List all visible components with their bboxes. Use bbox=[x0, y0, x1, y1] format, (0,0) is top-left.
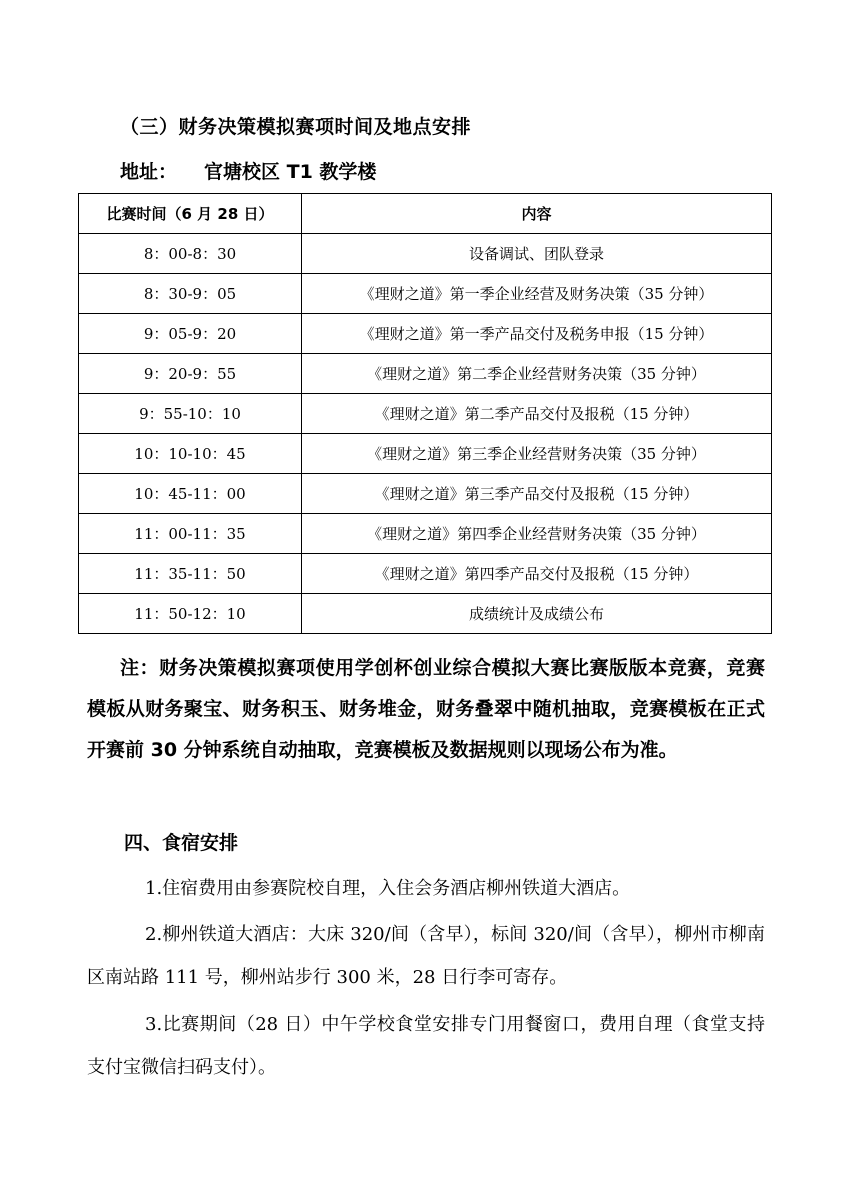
section-heading-3: （三）财务决策模拟赛项时间及地点安排 bbox=[120, 116, 472, 138]
address-value: 官塘校区 T1 教学楼 bbox=[204, 161, 377, 183]
venue-address bbox=[120, 157, 376, 184]
time-cell: 9：55-10：10 bbox=[79, 394, 302, 434]
accommodation-paragraph-2: 2.柳州铁道大酒店：大床 320/间（含早），标间 320/间（含早），柳州市柳南区南站路 111 号，柳州站步行 300 米，28 日行李可寄存。 bbox=[87, 924, 765, 988]
time-cell: 10：45-11：00 bbox=[79, 474, 302, 514]
content-cell: 《理财之道》第二季企业经营财务决策（35 分钟） bbox=[302, 354, 772, 394]
table-row bbox=[79, 354, 772, 394]
schedule-table bbox=[78, 193, 772, 634]
column-header-content: 内容 bbox=[302, 194, 772, 234]
content-cell: 《理财之道》第三季企业经营财务决策（35 分钟） bbox=[302, 434, 772, 474]
content-cell: 《理财之道》第四季产品交付及报税（15 分钟） bbox=[302, 554, 772, 594]
time-cell: 9：20-9：55 bbox=[79, 354, 302, 394]
table-header-row bbox=[79, 194, 772, 234]
table-row bbox=[79, 274, 772, 314]
table-row bbox=[79, 314, 772, 354]
time-cell: 9：05-9：20 bbox=[79, 314, 302, 354]
table-row bbox=[79, 554, 772, 594]
time-cell: 11：00-11：35 bbox=[79, 514, 302, 554]
content-cell: 成绩统计及成绩公布 bbox=[302, 594, 772, 634]
table-row bbox=[79, 594, 772, 634]
time-cell: 11：50-12：10 bbox=[79, 594, 302, 634]
content-cell: 《理财之道》第二季产品交付及报税（15 分钟） bbox=[302, 394, 772, 434]
time-cell: 8：30-9：05 bbox=[79, 274, 302, 314]
address-label: 地址： bbox=[120, 161, 178, 183]
competition-note: 注：财务决策模拟赛项使用学创杯创业综合模拟大赛比赛版版本竞赛，竞赛模板从财务聚宝、财务积玉、财务堆金，财务叠翠中随机抽取，竞赛模板在正式开赛前 30 分钟系统自动抽取，竞赛模板及数据规则以现场公布为准。 bbox=[87, 657, 765, 761]
content-cell: 《理财之道》第一季企业经营及财务决策（35 分钟） bbox=[302, 274, 772, 314]
column-header-time: 比赛时间（6 月 28 日） bbox=[79, 194, 302, 234]
time-cell: 8：00-8：30 bbox=[79, 234, 302, 274]
content-cell: 《理财之道》第四季企业经营财务决策（35 分钟） bbox=[302, 514, 772, 554]
content-cell: 设备调试、团队登录 bbox=[302, 234, 772, 274]
content-cell: 《理财之道》第三季产品交付及报税（15 分钟） bbox=[302, 474, 772, 514]
section-heading-4: 四、食宿安排 bbox=[124, 832, 239, 854]
content-cell: 《理财之道》第一季产品交付及税务申报（15 分钟） bbox=[302, 314, 772, 354]
table-row bbox=[79, 514, 772, 554]
table-row bbox=[79, 434, 772, 474]
table-row bbox=[79, 234, 772, 274]
accommodation-paragraph-3: 3.比赛期间（28 日）中午学校食堂安排专门用餐窗口，费用自理（食堂支持支付宝微信扫码支付）。 bbox=[87, 1014, 765, 1078]
time-cell: 10：10-10：45 bbox=[79, 434, 302, 474]
accommodation-paragraph-1: 1.住宿费用由参赛院校自理，入住会务酒店柳州铁道大酒店。 bbox=[145, 878, 631, 899]
time-cell: 11：35-11：50 bbox=[79, 554, 302, 594]
table-row bbox=[79, 394, 772, 434]
table-row bbox=[79, 474, 772, 514]
